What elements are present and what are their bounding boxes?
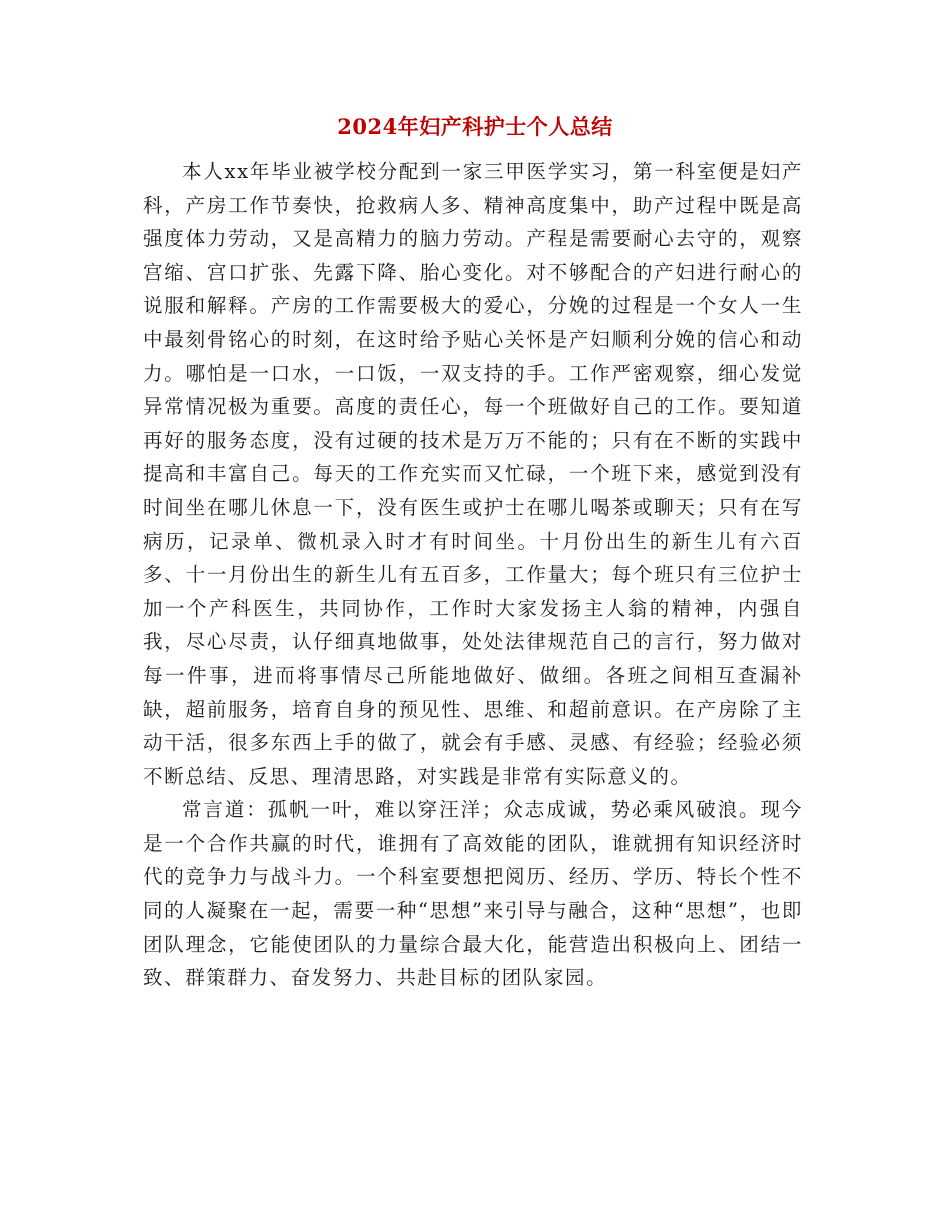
paragraph-work-experience: 本人xx年毕业被学校分配到一家三甲医学实习，第一科室便是妇产科，产房工作节奏快，抢救病人多、精神高度集中，助产过程中既是高强度体力劳动，又是高精力的脑力劳动。产程是需要耐心去守的，观察宫缩、宫口扩张、先露下降、胎心变化。对不够配合的产妇进行耐心的说服和解释。产房的工作需要极大的爱心，分娩的过程是一个女人一生中最刻骨铭心的时刻，在这时给予贴心关怀是产妇顺利分娩的信心和动力。哪怕是一口水，一口饭，一双支持的手。工作严密观察，细心发觉异常情况极为重要。高度的责任心，每一个班做好自己的工作。要知道再好的服务态度，没有过硬的技术是万万不能的；只有在不断的实践中提高和丰富自己。每天的工作充实而又忙碌，一个班下来，感觉到没有时间坐在哪儿休息一下，没有医生或护士在哪儿喝茶或聊天；只有在写病历，记录单、微机录入时才有时间坐。十月份出生的新生儿有六百多、十一月份出生的新生儿有五百多，工作量大；每个班只有三位护士加一个产科医生，共同协作，工作时大家发扬主人翁的精神，内强自我，尽心尽责，认仔细真地做事，处处法律规范自己的言行，努力做对每一件事，进而将事情尽己所能地做好、做细。各班之间相互查漏补缺，超前服务，培育自身的预见性、思维、和超前意识。在产房除了主动干活，很多东西上手的做了，就会有手感、灵感、有经验；经验必须不断总结、反思、理清思路，对实践是非常有实际意义的。 [143, 160, 803, 788]
paragraph-teamwork: 常言道：孤帆一叶，难以穿汪洋；众志成诚，势必乘风破浪。现今是一个合作共赢的时代，谁拥有了高效能的团队，谁就拥有知识经济时代的竞争力与战斗力。一个科室要想把阅历、经历、学历、特长个性不同的人凝聚在一起，需要一种“思想”来引导与融合，这种“思想”，也即团队理念，它能使团队的力量综合最大化，能营造出积极向上、团结一致、群策群力、奋发努力、共赴目标的团队家园。 [143, 798, 803, 990]
document-title: 2024年妇产科护士个人总结 [337, 114, 613, 139]
document-body [143, 155, 803, 995]
